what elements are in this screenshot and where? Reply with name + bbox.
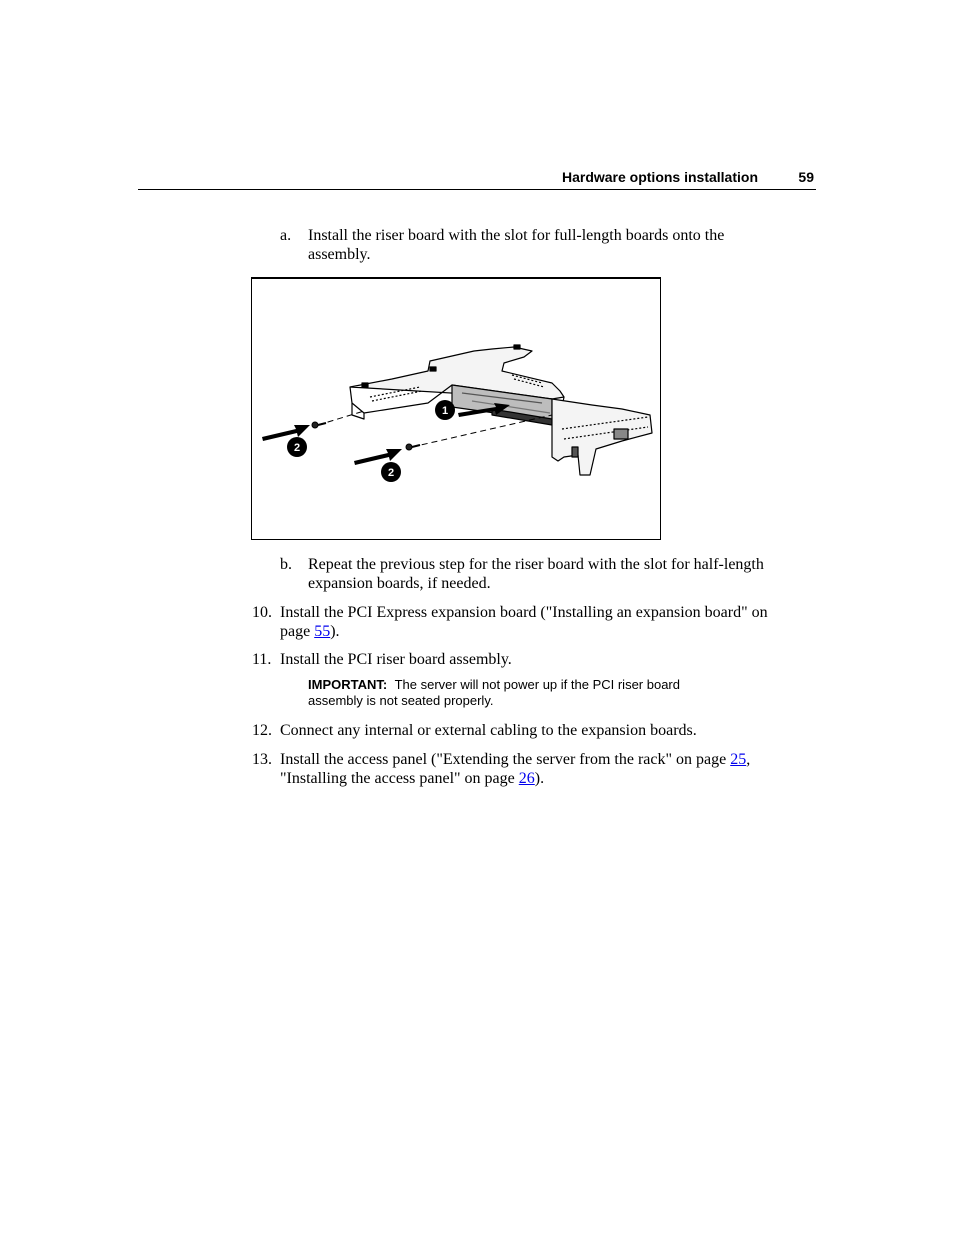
svg-text:1: 1 — [441, 405, 449, 417]
step-marker: 10. — [252, 604, 272, 621]
page-link-26[interactable]: 26 — [518, 770, 535, 787]
page-link-25[interactable]: 25 — [730, 751, 747, 768]
note-text-line2: assembly is not seated properly. — [308, 693, 494, 708]
step-11 — [252, 650, 812, 670]
callout-1 — [435, 400, 455, 420]
step-marker: a. — [280, 227, 292, 244]
svg-text:2: 2 — [293, 442, 301, 454]
step-marker: 11. — [252, 651, 272, 668]
step-a — [280, 226, 800, 266]
important-note — [308, 677, 738, 709]
note-label: IMPORTANT: — [308, 677, 388, 692]
step-text: Connect any internal or external cabling to the expansion boards. — [280, 722, 697, 739]
riser-board-figure — [251, 277, 661, 540]
step-12 — [252, 721, 812, 741]
page-header — [138, 168, 816, 190]
step-13 — [252, 750, 812, 790]
step-text: Install the PCI riser board assembly. — [280, 651, 512, 668]
step-b — [280, 555, 810, 595]
step-marker: b. — [280, 556, 292, 573]
step-marker: 13. — [252, 751, 272, 768]
page-number: 59 — [798, 169, 814, 185]
svg-text:2: 2 — [387, 467, 395, 479]
note-text-line1: The server will not power up if the PCI riser board — [394, 677, 680, 692]
page-link-55[interactable]: 55 — [314, 623, 331, 640]
step-10 — [252, 603, 812, 643]
callout-2-right — [381, 462, 401, 482]
step-text: Install the PCI Express expansion board ("Installing an expansion board" on page 55). — [280, 604, 768, 640]
header-title: Hardware options installation — [561, 169, 758, 185]
step-text: Install the riser board with the slot for full-length boards onto the assembly. — [308, 227, 725, 263]
step-text: Repeat the previous step for the riser board with the slot for half-length expansion boards, if needed. — [308, 556, 764, 592]
step-text: Install the access panel ("Extending the server from the rack" on page 25, "Installing the access panel" on page 26). — [280, 751, 751, 787]
screw-icon — [312, 422, 420, 450]
step-marker: 12. — [252, 722, 272, 739]
callout-2-left — [287, 437, 307, 457]
riser-board-assembly-illustration — [252, 279, 662, 541]
